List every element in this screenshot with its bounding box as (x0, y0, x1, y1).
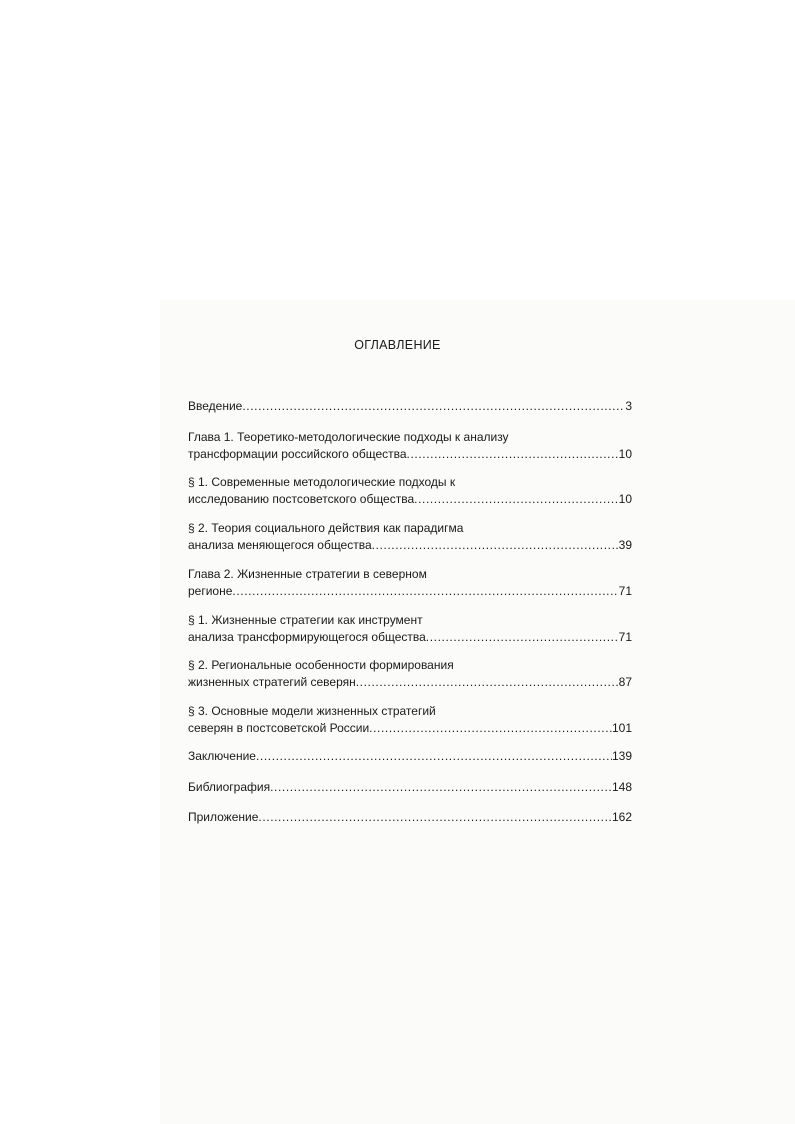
toc-entry-title: Приложение (188, 810, 259, 824)
toc-entry-section-1-1 (188, 474, 632, 507)
toc-entry-title: Глава 2. Жизненные стратегии в северном (188, 567, 427, 581)
toc-entry-title-cont: анализа трансформирующегося общества (188, 629, 426, 644)
toc-entry-title: Введение (188, 399, 243, 413)
toc-page-number: 71 (618, 583, 632, 598)
toc-entry-section-2-1 (188, 612, 632, 645)
dot-leader (426, 629, 619, 646)
dot-leader (369, 720, 612, 737)
toc-entry-title-cont: северян в постсоветской России (188, 720, 370, 735)
toc-entry-title: § 2. Региональные особенности формирования (188, 658, 454, 672)
toc-entry-title-cont: регионе (188, 583, 233, 598)
toc-entry-section-2-3 (188, 703, 632, 736)
toc-entry-appendix (188, 809, 632, 826)
toc-page-number: 87 (618, 674, 632, 689)
toc-entry-title: § 2. Теория социального действия как парадигма (188, 521, 464, 535)
toc-entry-chapter-1 (188, 429, 632, 462)
toc-entry-title: § 1. Жизненные стратегии как инструмент (188, 613, 423, 627)
toc-page-number: .39 (615, 537, 632, 552)
toc-entry-section-1-2 (188, 520, 632, 553)
toc-page-number: 10 (618, 491, 632, 506)
toc-entry-title: § 3. Основные модели жизненных стратегий (188, 704, 436, 718)
toc-entry-title-cont: жизненных стратегий северян (188, 674, 356, 689)
toc-page-number: 3 (625, 399, 632, 413)
dot-leader (414, 491, 619, 508)
dot-leader (242, 398, 625, 415)
toc-page-number: 139 (611, 749, 632, 763)
toc-page-number: 148 (611, 780, 632, 794)
toc-entry-bibliography (188, 779, 632, 796)
toc-entry-title: § 1. Современные методологические подходы к (188, 475, 456, 489)
dot-leader (232, 583, 618, 600)
dot-leader (270, 779, 612, 796)
dot-leader (407, 446, 619, 463)
toc-entry-chapter-2 (188, 566, 632, 599)
toc-entry-title-cont: анализа меняющегося общества (188, 537, 372, 552)
toc-entry-title: Заключение (188, 749, 256, 763)
toc-title: ОГЛАВЛЕНИЕ (354, 338, 441, 352)
toc-entry-section-2-2 (188, 657, 632, 690)
toc-page-number: 71 (618, 629, 632, 644)
toc-entry-title: Библиография (188, 780, 271, 794)
toc-page-number: 162 (611, 810, 632, 824)
dot-leader (258, 809, 612, 826)
toc-entry-title: Глава 1. Теоретико-методологические подходы к анализу (188, 430, 509, 444)
dot-leader (372, 537, 616, 554)
dot-leader (256, 748, 612, 765)
toc-entry-conclusion (188, 748, 632, 765)
toc-entry-title-cont: трансформации российского общества (188, 446, 407, 461)
toc-page-number: 10 (618, 446, 632, 461)
toc-entry-title-cont: исследованию постсоветского общества (188, 491, 415, 506)
toc-entry-introduction (188, 398, 632, 415)
toc-page-number: 101 (611, 720, 632, 735)
dot-leader (356, 674, 619, 691)
